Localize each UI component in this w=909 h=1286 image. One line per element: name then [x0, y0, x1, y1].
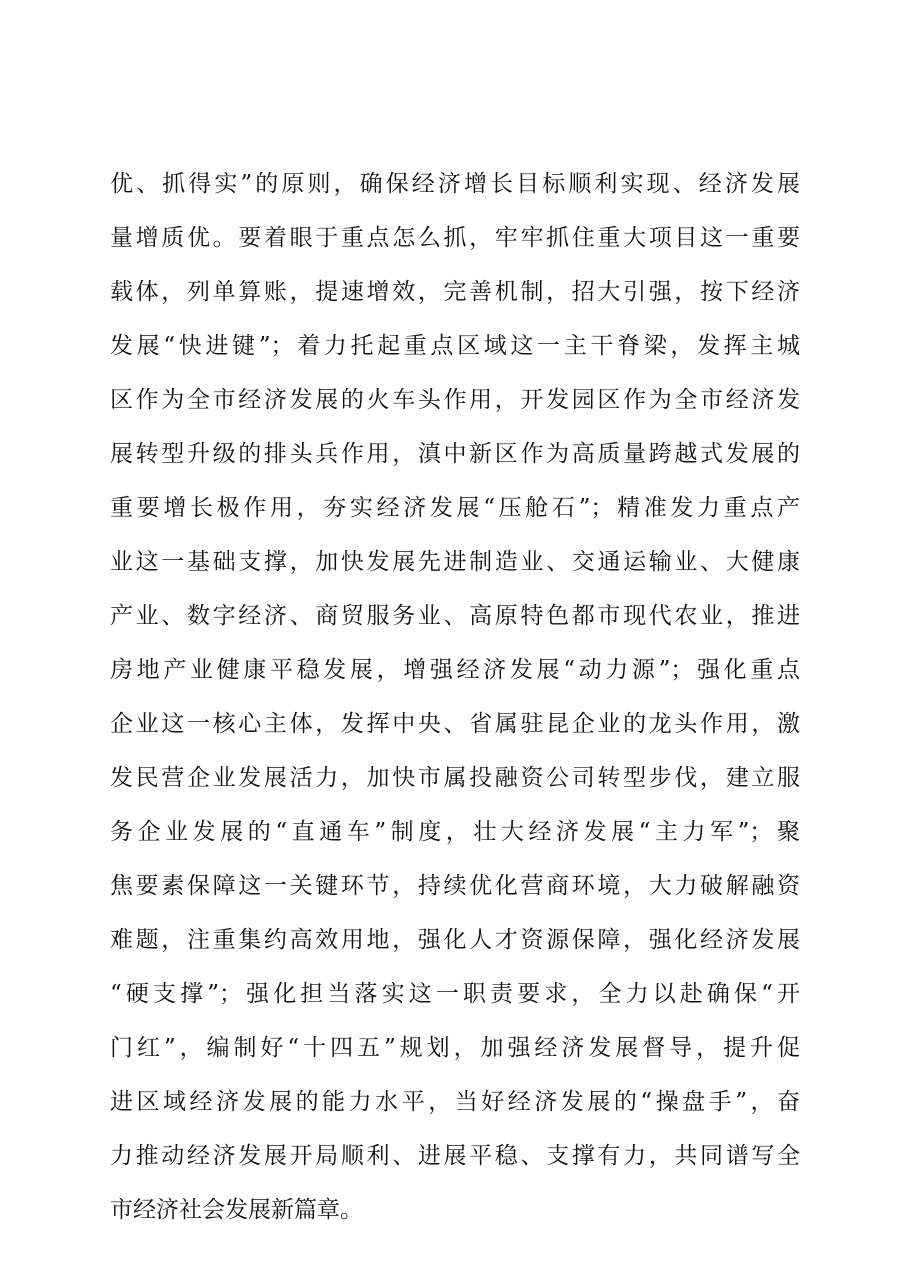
paragraph-line: 发民营企业发展活力，加快市属投融资公司转型步伐，建立服	[110, 765, 800, 791]
paragraph-line: 重要增长极作用，夯实经济发展“压舱石”；精准发力重点产	[110, 495, 800, 521]
paragraph-line: 载体，列单算账，提速增效，完善机制，招大引强，按下经济	[110, 279, 800, 305]
paragraph-line: 优、抓得实”的原则，确保经济增长目标顺利实现、经济发展	[110, 171, 800, 197]
paragraph-line: 进区域经济发展的能力水平，当好经济发展的“操盘手”，奋	[110, 1089, 800, 1115]
paragraph-line: 量增质优。要着眼于重点怎么抓，牢牢抓住重大项目这一重要	[110, 225, 800, 251]
paragraph-line: 区作为全市经济发展的火车头作用，开发园区作为全市经济发	[110, 387, 800, 413]
body-paragraph	[110, 157, 800, 1237]
paragraph-line: 市经济社会发展新篇章。	[110, 1197, 363, 1223]
paragraph-line: “硬支撑”；强化担当落实这一职责要求，全力以赴确保“开	[110, 981, 800, 1007]
paragraph-line: 难题，注重集约高效用地，强化人才资源保障，强化经济发展	[110, 927, 800, 953]
paragraph-line: 企业这一核心主体，发挥中央、省属驻昆企业的龙头作用，激	[110, 711, 800, 737]
paragraph-line: 房地产业健康平稳发展，增强经济发展“动力源”；强化重点	[110, 657, 800, 683]
paragraph-line: 展转型升级的排头兵作用，滇中新区作为高质量跨越式发展的	[110, 441, 800, 467]
paragraph-line: 发展“快进键”；着力托起重点区域这一主干脊梁，发挥主城	[110, 333, 800, 359]
paragraph-line: 业这一基础支撑，加快发展先进制造业、交通运输业、大健康	[110, 549, 800, 575]
paragraph-line: 务企业发展的“直通车”制度，壮大经济发展“主力军”；聚	[110, 819, 800, 845]
paragraph-line: 力推动经济发展开局顺利、进展平稳、支撑有力，共同谱写全	[110, 1143, 800, 1169]
paragraph-line: 门红”，编制好“十四五”规划，加强经济发展督导，提升促	[110, 1035, 800, 1061]
paragraph-line: 产业、数字经济、商贸服务业、高原特色都市现代农业，推进	[110, 603, 800, 629]
paragraph-line: 焦要素保障这一关键环节，持续优化营商环境，大力破解融资	[110, 873, 800, 899]
